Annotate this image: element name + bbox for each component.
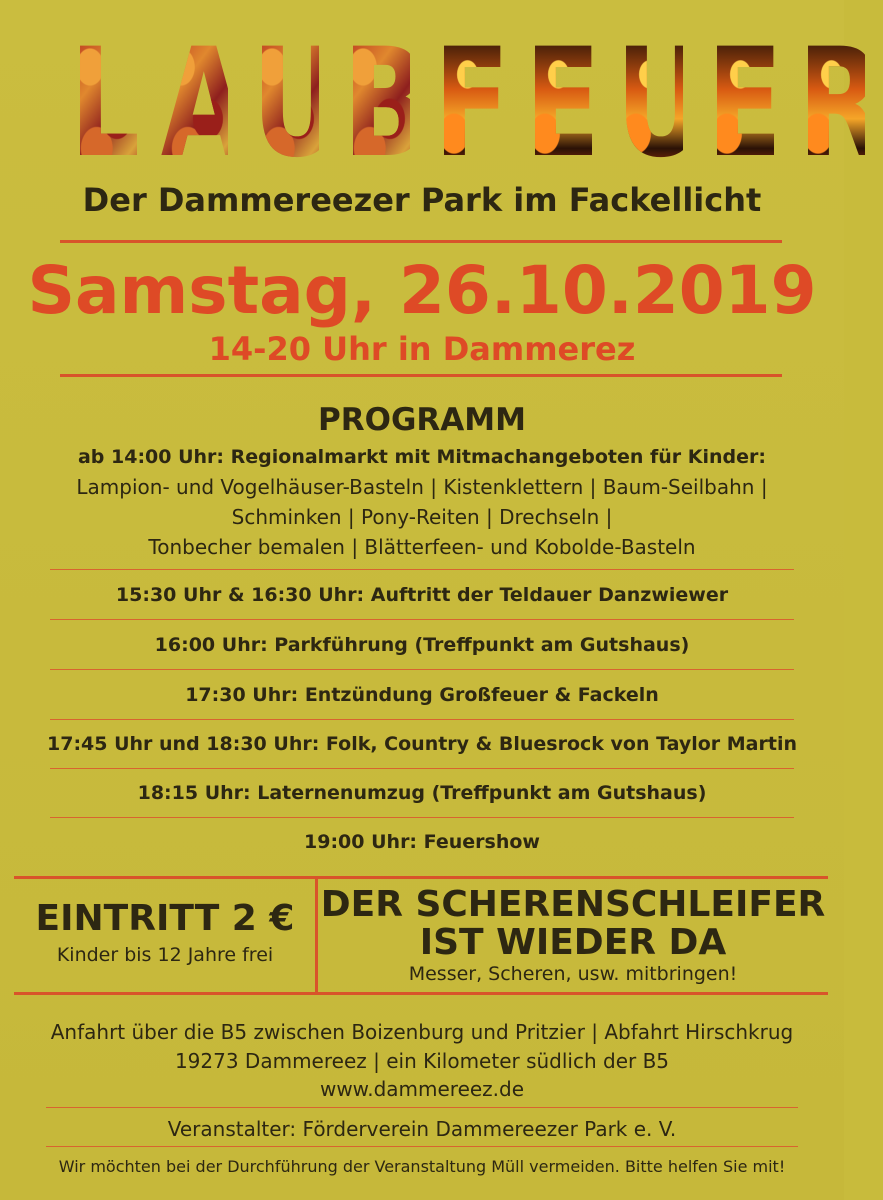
title-letter: E	[524, 17, 601, 191]
program-item: 17:30 Uhr: Entzündung Großfeuer & Fackeln	[185, 684, 659, 706]
event-time: 14-20 Uhr in Dammerez	[208, 330, 636, 368]
poster-title-laubfeuer	[58, 17, 883, 191]
entry-note: Kinder bis 12 Jahre frei	[56, 944, 274, 966]
waste-note: Wir möchten bei der Durchführung der Veranstaltung Müll vermeiden. Bitte helfen Sie mit!	[58, 1157, 786, 1176]
program-heading: PROGRAMM	[318, 402, 526, 438]
program-item: 18:15 Uhr: Laternenumzug (Treffpunkt am Gutshaus)	[137, 782, 707, 804]
title-letter: F	[433, 17, 510, 191]
title-letter: R	[797, 17, 883, 191]
program-item: 17:45 Uhr und 18:30 Uhr: Folk, Country & Bluesrock von Taylor Martin	[47, 733, 797, 755]
entry-price: EINTRITT 2 €	[35, 898, 295, 939]
website-link[interactable]: www.dammereez.de	[319, 1077, 525, 1101]
directions-line: Anfahrt über die B5 zwischen Boizenburg und Pritzier | Abfahrt Hirschkrug	[50, 1020, 794, 1044]
program-activity-line: Schminken | Pony-Reiten | Drechseln |	[231, 505, 613, 529]
program-activity-line: Tonbecher bemalen | Blätterfeen- und Kobolde-Basteln	[148, 535, 696, 559]
divider	[60, 374, 782, 377]
divider	[60, 240, 782, 243]
scherenschleifer-heading: IST WIEDER DA	[419, 922, 727, 963]
divider	[50, 719, 794, 720]
divider	[14, 876, 828, 879]
divider	[50, 817, 794, 818]
title-letter: A	[160, 17, 247, 191]
directions-line: 19273 Dammereez | ein Kilometer südlich der B5	[174, 1049, 670, 1073]
program-first-line: ab 14:00 Uhr: Regionalmarkt mit Mitmachangeboten für Kinder:	[77, 446, 767, 468]
divider	[14, 992, 828, 995]
divider	[50, 569, 794, 570]
title-letter: U	[251, 17, 342, 191]
divider	[50, 619, 794, 620]
subtitle: Der Dammereezer Park im Fackellicht	[82, 181, 762, 219]
organizer: Veranstalter: Förderverein Dammereezer Park e. V.	[167, 1117, 677, 1141]
program-item: 16:00 Uhr: Parkführung (Treffpunkt am Gutshaus)	[154, 634, 690, 656]
event-date: Samstag, 26.10.2019	[27, 252, 817, 329]
divider	[46, 1107, 798, 1108]
divider	[50, 768, 794, 769]
title-letter: E	[706, 17, 783, 191]
program-activity-line: Lampion- und Vogelhäuser-Basteln | Kistenklettern | Baum-Seilbahn |	[76, 475, 768, 499]
title-letter: B	[342, 17, 428, 191]
divider	[46, 1146, 798, 1147]
title-letter: L	[69, 17, 141, 191]
program-item: 15:30 Uhr & 16:30 Uhr: Auftritt der Teldauer Danzwiewer	[115, 584, 729, 606]
scherenschleifer-heading: DER SCHERENSCHLEIFER	[320, 884, 826, 925]
program-item: 19:00 Uhr: Feuershow	[304, 831, 540, 853]
title-letter: U	[615, 17, 706, 191]
divider	[50, 669, 794, 670]
scherenschleifer-note: Messer, Scheren, usw. mitbringen!	[408, 963, 738, 985]
